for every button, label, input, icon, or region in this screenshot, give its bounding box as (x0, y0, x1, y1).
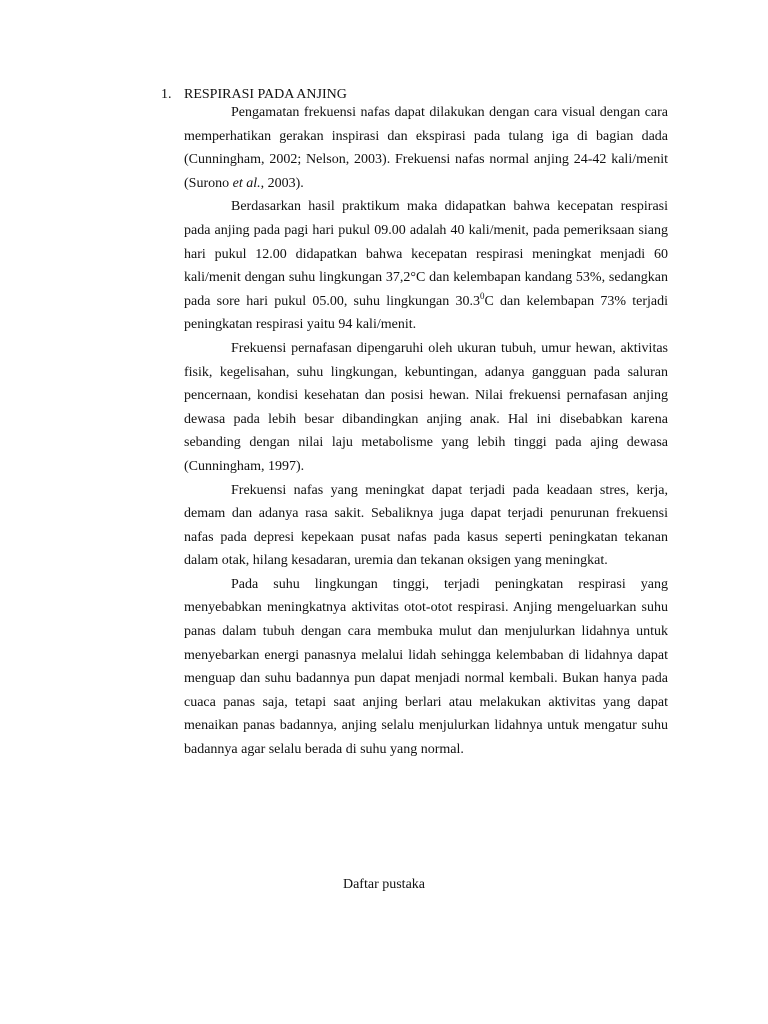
paragraph-1-text: Pengamatan frekuensi nafas dapat dilakukan dengan cara visual dengan cara memperhatikan gerakan inspirasi dan ekspirasi pada tulang iga di bagian dada (Cunningham, 2002; Nelson, 2003). Frekuensi nafas normal anjing 24-42 kali/menit (Surono (184, 105, 668, 191)
section-title: RESPIRASI PADA ANJING (184, 87, 347, 102)
degree-superscript: 0 (479, 290, 485, 301)
section-number: 1. (161, 87, 172, 102)
references-heading: Daftar pustaka (342, 877, 426, 892)
paragraph-3: Frekuensi pernafasan dipengaruhi oleh ukuran tubuh, umur hewan, aktivitas fisik, kegelisahan, suhu lingkungan, kebuntingan, adanya gangguan pada saluran pencernaan, kondisi kesehatan dan posisi hewan. Nilai frekuensi pernafasan anjing dewasa pada lebih besar dibandingkan anjing anak. Hal ini disebabkan karena sebanding dengan nilai laju metabolisme yang lebih tinggi pada ajing dewasa (Cunningham, 1997). (184, 340, 668, 474)
paragraph-1-citation-end: , 2003). (260, 175, 304, 191)
paragraph-4: Frekuensi nafas yang meningkat dapat terjadi pada keadaan stres, kerja, demam dan adanya rasa sakit. Sebaliknya juga dapat terjadi penurunan frekuensi nafas pada depresi kepekaan pusat nafas pada kasus seperti peningkatan tekanan dalam otak, hilang kesadaran, uremia dan tekanan oksigen yang meningkat. (184, 482, 668, 569)
section-body (184, 101, 668, 762)
paragraph-1 (184, 101, 668, 195)
paragraph-1-italic: et al. (232, 175, 261, 191)
paragraph-5: Pada suhu lingkungan tinggi, terjadi peningkatan respirasi yang menyebabkan meningkatnya aktivitas otot-otot respirasi. Anjing mengeluarkan suhu panas dalam tubuh dengan cara membuka mulut dan menjulurkan lidahnya untuk menyebarkan energi panasnya melalui lidah sehingga kelembaban di lidahnya dapat menguap dan suhu badannya pun dapat menjadi normal kembali. Bukan hanya pada cuaca panas saja, tetapi saat anjing berlari atau melakukan aktivitas yang dapat menaikan panas badannya, anjing selalu menjulurkan lidahnya untuk mengatur suhu badannya agar selalu berada di suhu yang normal. (184, 576, 668, 758)
paragraph-2 (184, 195, 668, 337)
paragraph-2-text-end: C dan kelembapan 73% terjadi peningkatan respirasi yaitu 94 kali/menit. (184, 293, 668, 333)
paragraph-2-text: Berdasarkan hasil praktikum maka didapatkan bahwa kecepatan respirasi pada anjing pada pagi hari pukul 09.00 adalah 40 kali/menit, pada pemeriksaan siang hari pukul 12.00 didapatkan bahwa kecepatan respirasi meningkat menjadi 60 kali/menit dengan suhu lingkungan 37,2°C dan kelembapan kandang 53%, sedangkan pada sore hari pukul 05.00, suhu lingkungan 30.3 (184, 199, 668, 309)
